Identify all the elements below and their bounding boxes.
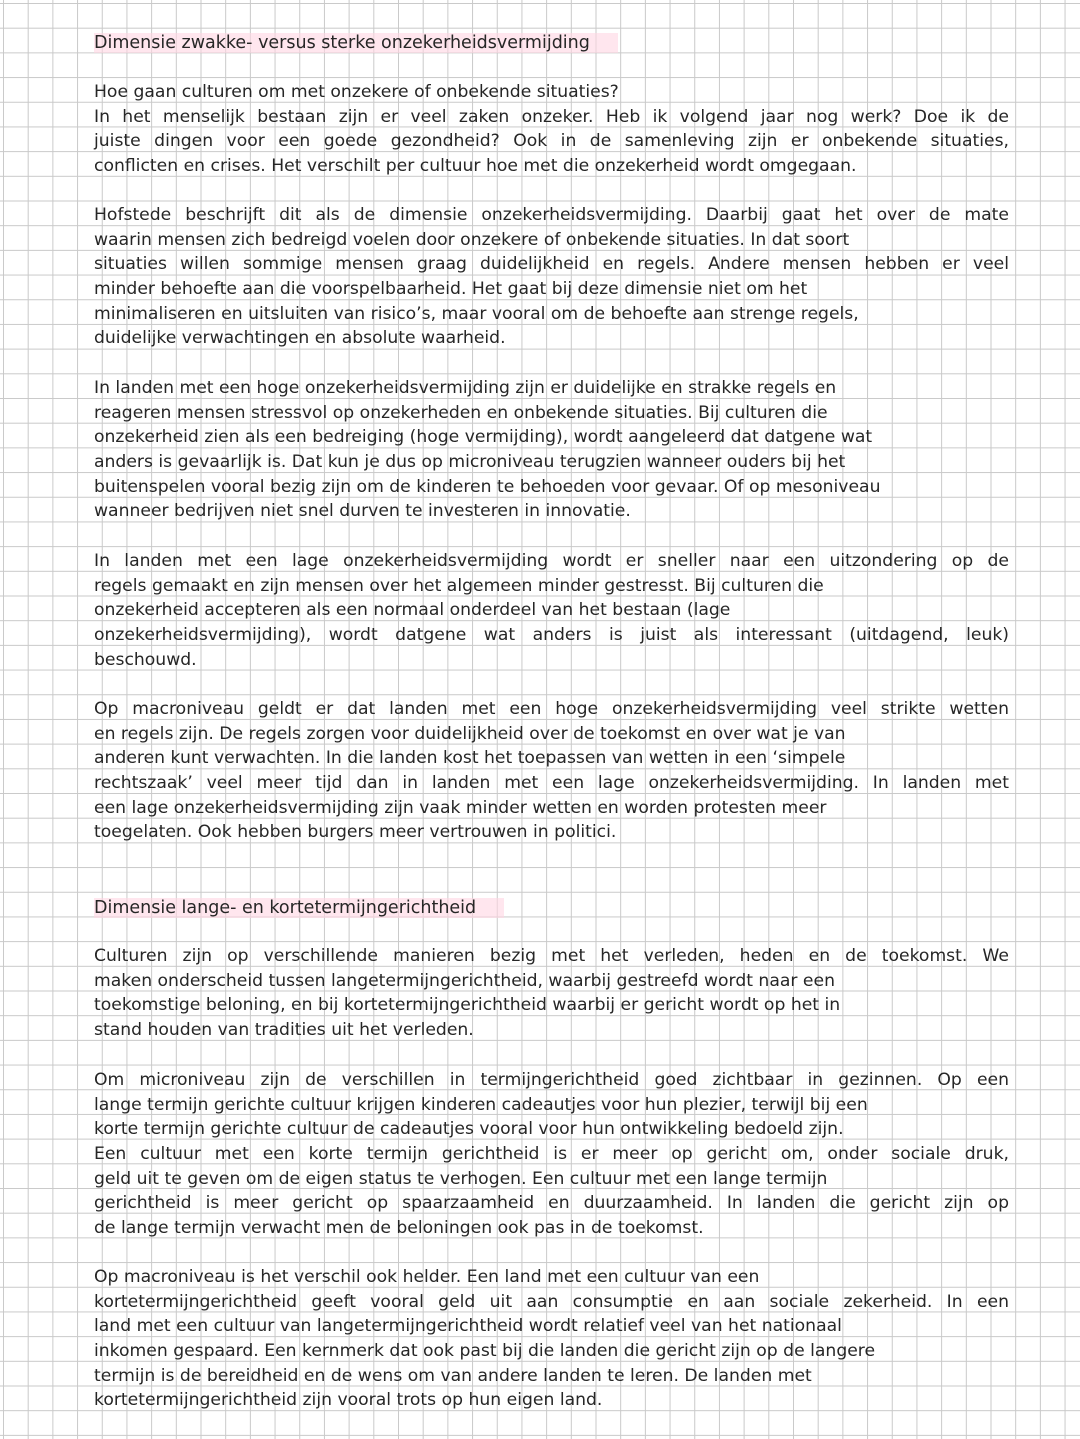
text-line: Op macroniveau is het verschil ook helder. Een land met een cultuur van een (94, 1267, 760, 1287)
text-line: onzekerheidsvermijding), wordt datgene wat anders is juist als interessant (uitdagend, leuk) (94, 625, 1009, 646)
text-line: situaties willen sommige mensen graag duidelijkheid en regels. Andere mensen hebben er veel (94, 254, 1009, 275)
paragraph-macro-level-term (94, 1265, 1009, 1413)
paragraph-intro-uncertainty (94, 80, 1009, 179)
text-line: onzekerheid zien als een bedreiging (hoge vermijding), wordt aangeleerd dat datgene wat (94, 427, 873, 448)
text-line: waarin mensen zich bedreigd voelen door onzekere of onbekende situaties. In dat soort (94, 229, 850, 250)
paragraph-hofstede-definition (94, 203, 1009, 351)
text-line: minimaliseren en uitsluiten van risico’s, maar vooral om de behoefte aan strenge regels, (94, 303, 859, 324)
text-line: land met een cultuur van langetermijngerichtheid wordt relatief veel van het nationaal (94, 1316, 842, 1337)
paragraph-high-uncertainty-avoidance (94, 376, 1009, 524)
text-line: de lange termijn verwacht men de beloningen ook pas in de toekomst. (94, 1218, 704, 1239)
text-line: conflicten en crises. Het verschilt per cultuur hoe met die onzekerheid wordt omgegaan. (94, 156, 857, 177)
text-line: beschouwd. (94, 649, 197, 670)
paragraph-intro-term-orientation (94, 944, 1009, 1043)
text-line: termijn is de bereidheid en de wens om van andere landen te leren. De landen met (94, 1365, 812, 1386)
text-line: maken onderscheid tussen langetermijngerichtheid, waarbij gestreefd wordt naar een (94, 970, 835, 991)
text-line: In landen met een hoge onzekerheidsvermijding zijn er duidelijke en strakke regels en (94, 378, 837, 398)
text-line: minder behoefte aan die voorspelbaarheid. Het gaat bij deze dimensie niet om het (94, 279, 808, 300)
text-line: inkomen gespaard. Een kernmerk dat ook past bij die landen die gericht zijn op de langere (94, 1341, 876, 1362)
text-line: lange termijn gerichte cultuur krijgen kinderen cadeautjes voor hun plezier, terwijl bij een (94, 1094, 868, 1115)
text-line: juiste dingen voor een goede gezondheid? Ook in de samenleving zijn er onbekende situaties, (94, 131, 1009, 152)
text-line: en regels zijn. De regels zorgen voor duidelijkheid over de toekomst en over wat je van (94, 723, 846, 744)
text-line: korte termijn gerichte cultuur de cadeautjes vooral voor hun ontwikkeling bedoeld zijn. (94, 1119, 844, 1140)
text-line: kortetermijngerichtheid geeft vooral geld uit aan consumptie en aan sociale zekerheid. In een (94, 1291, 1009, 1312)
text-line: onzekerheid accepteren als een normaal onderdeel van het bestaan (lage (94, 600, 731, 621)
text-line: Om microniveau zijn de verschillen in termijngerichtheid goed zichtbaar in gezinnen. Op een (94, 1070, 1009, 1090)
text-line: In landen met een lage onzekerheidsvermijding wordt er sneller naar een uitzondering op de (94, 551, 1009, 571)
text-line: gerichtheid is meer gericht op spaarzaamheid en duurzaamheid. In landen die gericht zijn op (94, 1193, 1009, 1214)
section-heading-uncertainty-avoidance: Dimensie zwakke- versus sterke onzekerheidsvermijding (94, 31, 618, 55)
text-line: Een cultuur met een korte termijn gerichtheid is er meer op gericht om, onder sociale druk, (94, 1144, 1009, 1165)
text-line: Hofstede beschrijft dit als de dimensie onzekerheidsvermijding. Daarbij gaat het over de mate (94, 205, 1009, 225)
text-line: anders is gevaarlijk is. Dat kun je dus op microniveau terugzien wanneer ouders bij het (94, 452, 846, 473)
text-line: In het menselijk bestaan zijn er veel zaken onzeker. Heb ik volgend jaar nog werk? Doe ik de (94, 106, 1009, 127)
paragraph-low-uncertainty-avoidance (94, 549, 1009, 672)
text-line: kortetermijngerichtheid zijn vooral trots op hun eigen land. (94, 1390, 603, 1411)
paragraph-micro-level-term (94, 1068, 1009, 1241)
text-line: stand houden van tradities uit het verleden. (94, 1020, 474, 1041)
paragraph-macro-level-uncertainty (94, 697, 1009, 845)
text-line: anderen kunt verwachten. In die landen kost het toepassen van wetten in een ‘simpele (94, 748, 846, 769)
text-line: geld uit te geven om de eigen status te verhogen. Een cultuur met een lange termijn (94, 1168, 828, 1189)
text-line: een lage onzekerheidsvermijding zijn vaak minder wetten en worden protesten meer (94, 797, 827, 818)
text-line: rechtszaak’ veel meer tijd dan in landen met een lage onzekerheidsvermijding. In landen met (94, 773, 1009, 794)
text-line: regels gemaakt en zijn mensen over het algemeen minder gestresst. Bij culturen die (94, 575, 824, 596)
text-line: duidelijke verwachtingen en absolute waarheid. (94, 328, 506, 349)
text-line: wanneer bedrijven niet snel durven te investeren in innovatie. (94, 501, 631, 522)
text-line: toekomstige beloning, en bij kortetermijngerichtheid waarbij er gericht wordt op het in (94, 995, 841, 1016)
text-line: toegelaten. Ook hebben burgers meer vertrouwen in politici. (94, 822, 617, 843)
text-line: Culturen zijn op verschillende manieren bezig met het verleden, heden en de toekomst. We (94, 946, 1009, 966)
section-heading-term-orientation: Dimensie lange- en kortetermijngerichtheid (94, 896, 504, 920)
text-line: reageren mensen stressvol op onzekerheden en onbekende situaties. Bij culturen die (94, 402, 828, 423)
text-line: buitenspelen vooral bezig zijn om de kinderen te behoeden voor gevaar. Of op mesoniveau (94, 476, 881, 497)
text-line: Op macroniveau geldt er dat landen met een hoge onzekerheidsvermijding veel strikte wetten (94, 699, 1009, 719)
text-line: Hoe gaan culturen om met onzekere of onbekende situaties? (94, 82, 619, 102)
